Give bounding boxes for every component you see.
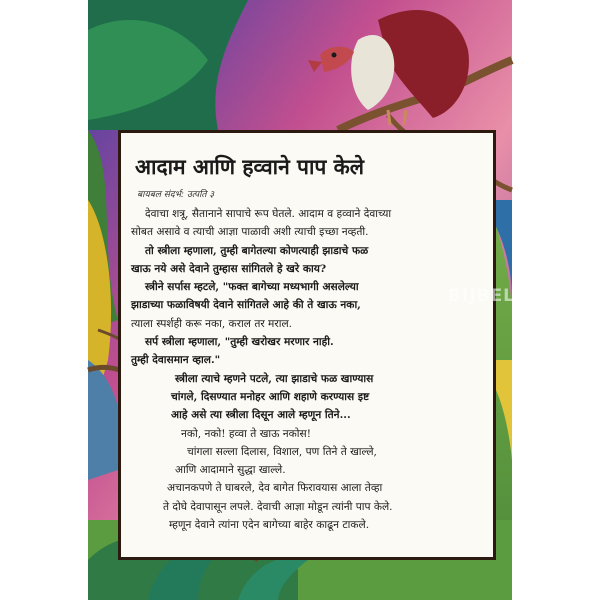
story-line: स्त्रीला त्याचे म्हणने पटले, त्या झाडाचे फळ खाण्यास bbox=[175, 372, 374, 385]
watermark: BIJBELBOND bbox=[448, 286, 575, 306]
story-line: झाडाच्या फळाविषयी देवाने सांगितले आहे की ते खाऊ नका, bbox=[131, 299, 361, 312]
story-line: देवाचा शत्रू, सैतानाने सापाचे रूप घेतले. आदाम व हव्वाने देवाच्या bbox=[145, 208, 392, 220]
story-line: नको, नको! हव्वा ते खाऊ नकोस! bbox=[181, 427, 311, 440]
story-line: आणि आदामाने सुद्धा खाल्ले. bbox=[175, 464, 286, 477]
story-line: सोबत असावे व त्याची आज्ञा पाळावी अशी त्याची इच्छा नव्हती. bbox=[131, 226, 369, 239]
story-line: अचानकपणे ते घाबरले, देव बागेत फिरावयास आला तेव्हा bbox=[167, 482, 383, 495]
bible-reference: बायबल संदर्भ: उत्पति ३ bbox=[137, 190, 215, 200]
story-body bbox=[131, 205, 487, 534]
story-line: म्हणून देवाने त्यांना एदेन बागेच्या बाहेर काढून टाकले. bbox=[169, 519, 370, 532]
story-line: सर्प स्त्रीला म्हणाला, "तुम्ही खरोखर मरणार नाही. bbox=[145, 336, 334, 349]
story-line: स्त्रीने सर्पास म्हटले, "फक्त बागेच्या मध्यभागी असलेल्या bbox=[145, 281, 359, 294]
story-line: आहे असे त्या स्त्रीला दिसून आले म्हणून तिने... bbox=[171, 409, 351, 422]
story-line: तो स्त्रीला म्हणाला, तुम्ही बागेतल्या कोणत्याही झाडाचे फळ bbox=[145, 244, 369, 257]
story-line: चांगले, दिसण्यात मनोहर आणि शहाणे करण्यास इष्ट bbox=[171, 390, 370, 403]
story-line: ते दोघे देवापासून लपले. देवाची आज्ञा मोडून त्यांनी पाप केले. bbox=[163, 500, 393, 513]
story-line: खाऊ नये असे देवाने तुम्हास सांगितले हे खरे काय? bbox=[131, 262, 327, 275]
story-line: चांगला सल्ला दिलास, विशाल, पण तिने ते खाल्ले, bbox=[187, 445, 377, 458]
story-line: तुम्ही देवासमान व्हाल." bbox=[131, 354, 221, 367]
story-line: त्याला स्पर्शही करू नका, कराल तर मराल. bbox=[131, 317, 293, 330]
story-page bbox=[88, 0, 575, 600]
story-text-panel bbox=[118, 130, 496, 560]
page-title: आदाम आणि हव्वाने पाप केले bbox=[135, 155, 365, 179]
